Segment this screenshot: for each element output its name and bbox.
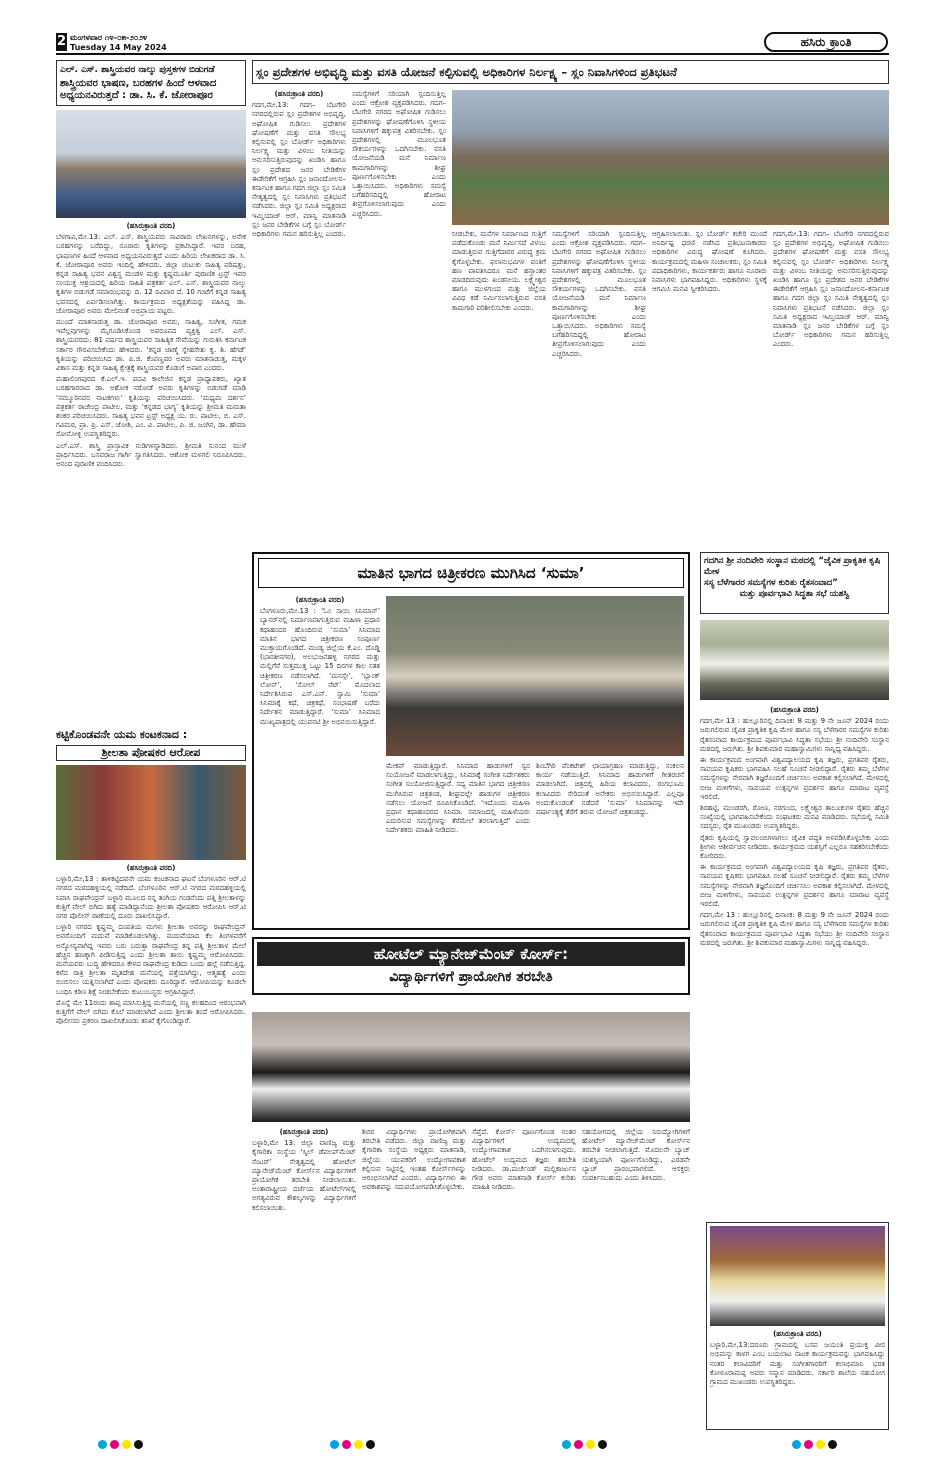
top-story-para-2: ಸಮಸ್ಯೆಗಳಿಗೆ ಸರಿಯಾಗಿ ಸ್ಪಂದಿಸುತ್ತಿಲ್ಲ ಎಂದು ಆಕ್ರೋಶ ವ್ಯಕ್ತಪಡಿಸಿದರು. ಗದಗ–ಬೆಟಗೇರಿ ನಗರದ ಅಘೋಷಿತ ಗುಡಿಸಲು ಪ್ರದೇಶಗಳನ್ನು ಘೋಷಣೆಗೊಳಿಸಿ ಸ್ಥಳೀಯ ನಿವಾಸಿಗಳಿಗೆ ಹಕ್ಕುಪತ್ರ ವಿತರಿಸಬೇಕು. ಸ್ಲಂ ಪ್ರದೇಶಗಳಲ್ಲಿ ಮೂಲಭೂತ ಸೌಕರ್ಯಗಳನ್ನು ಒದಗಿಸಬೇಕು. ವಸತಿ ಯೋಜನೆಯಡಿ ಮನೆ ನಿರ್ಮಾಣ ಕಾಮಗಾರಿಗಳನ್ನು ಶೀಘ್ರ ಪೂರ್ಣಗೊಳಿಸಬೇಕು ಎಂದು ಒತ್ತಾಯಿಸಿದರು. ಅಧಿಕಾರಿಗಳು ಸಮಸ್ಯೆ ಬಗೆಹರಿಸದಿದ್ದಲ್ಲಿ ಹೋರಾಟ ತೀವ್ರಗೊಳಿಸಲಾಗುವುದು ಎಂದು ಎಚ್ಚರಿಸಿದರು. xyxy=(352,90,446,218)
gadag-meeting-photo xyxy=(700,620,889,700)
top-story-para-3: ನೀಡಬೇಕು, ಮನೆಗಳ ನಿರ್ಮಾಣದ ಗುತ್ತಿಗೆ ಪಡೆದುಕೊಂಡು ಮನೆ ನಿರ್ಮಿಸದೆ ವಿಳಂಬ ಮಾಡುತ್ತಿರುವ ಗುತ್ತಿಗೆದಾರರ ವಿರುದ್ಧ ಕ್ರಮ ಕೈಗೊಳ್ಳಬೇಕು. ಫಲಾನುಭವಿಗಳ ವಂತಿಗೆ ಹಣ ಪಾವತಿಸಿದರೂ ಮನೆ ಹಸ್ತಾಂತರ ಮಾಡದಿರುವುದು ಖಂಡನೀಯ. ಲಕ್ಷ್ಮೇಶ್ವರ ಹಾಗೂ ಮುಳಗುಂದ ಮತ್ತು ಜಿಲ್ಲೆಯ ವಿವಿಧ ಕಡೆ ನಿರ್ಮಿಸಲಾಗುತ್ತಿರುವ ವಸತಿ ಕಾಮಗಾರಿ ಪರಿಶೀಲಿಸಬೇಕು ಎಂದರು. xyxy=(452,230,546,312)
top-story-dateline: (ಹಸಿರುಕ್ರಾಂತಿ ವರದಿ) xyxy=(274,90,324,98)
suma-col-3 xyxy=(536,762,684,926)
top-story-col-5 xyxy=(773,230,889,545)
murder-para-1: ಬಳ್ಳಾರಿ,ಮೇ,13 : ತಾಳಿಕಟ್ಟಿದವನೇ ಯಮ ಕಂಟಕನಾದ ಘಟನೆ ಬೆಂಗಳೂರಿನ ಆರ್.ಟಿ ನಗರದ ಮಠದಹಳ್ಳಿಯಲ್ಲಿ ನಡೆದಿದೆ. ಬೆಂಗಳೂರಿನ ಆರ್.ಟಿ ನಗರದ ಮಠದಹಳ್ಳಿಯಲ್ಲಿ ನಿವಾಸಿ ರಾಘವೇಂದ್ರನ್ ಬಳ್ಳಾರಿ ಮೂಲದ ನನ್ನ ತಂಗಿಯ ಗಂಡನೆಂದು ಪತ್ನಿ ಶ್ರೀಲತಾಳನ್ನು ಕುತ್ತಿಗೆ ವೇಲ್ ಬಿಗಿದು ಹತ್ಯೆ ಮಾಡಿದ್ದಾನೆಂದು ಶ್ರೀಲತಾ ಪೋಷಕರು ಆರೋಪಿಸಿ ಆರ್.ಟಿ ನಗರ ಪೊಲೀಸ್ ಠಾಣೆಯಲ್ಲಿ ದೂರು ದಾಖಲಿಸಿದ್ದಾರೆ. xyxy=(56,875,246,921)
gadag-para-4: ರೈತರು ಕೃಷಿಯಲ್ಲಿ ಸ್ವಾವಲಂಬಿಗಳಾಗಲು ಜೈವಿಕ ಪದ್ಧತಿ ಅಳವಡಿಸಿಕೊಳ್ಳಬೇಕು ಎಂದು ಶ್ರೀಗಳು ಆಶೀರ್ವಚನ ನೀಡಿದರು. ಕಾರ್ಯಕ್ರಮದ ಯಶಸ್ಸಿಗೆ ಎಲ್ಲರೂ ಸಹಕರಿಸಬೇಕೆಂದು ಕೋರಿದರು. xyxy=(700,833,889,861)
book-release-subhead: ಶಾಸ್ತ್ರಿಯವರ ಭಾಷಣ, ಬರಹಗಳ ಹಿಂದೆ ಆಳವಾದ xyxy=(60,78,217,89)
hotel-para-2: ಶಿಬಿರ ವಿದ್ಯಾರ್ಥಿಗಳು ಪ್ರಾಯೋಗಿಕವಾಗಿ ತರಬೇತಿ ಪಡೆದರು. ಜಿಲ್ಲಾ ವಾಣಿಜ್ಯ ಮತ್ತು ಕೈಗಾರಿಕಾ ಸಂಸ್ಥೆಯ ಅಧ್ಯಕ್ಷರು ಮಾತನಾಡಿ, ಜಿಲ್ಲೆಯ ಯುವಕರಿಗೆ ಉದ್ಯೋಗಾವಕಾಶ ಕಲ್ಪಿಸುವ ನಿಟ್ಟಿನಲ್ಲಿ ಇಂತಹ ಕೋರ್ಸ್‌ಗಳನ್ನು ಆರಂಭಿಸಲಾಗಿದೆ ಎಂದರು. ವಿದ್ಯಾರ್ಥಿಗಳು ಈ ಅವಕಾಶವನ್ನು ಸದುಪಯೋಗಪಡಿಸಿಕೊಳ್ಳಬೇಕು. xyxy=(362,1128,466,1192)
suma-para-3: ಶಿಂಬೆಗಿರಿ ವೆಂಕಟೇಶ್ ಛಾಯಾಗ್ರಹಣ ಮಾಡುತ್ತಿದ್ದು, ಸಂಕಲನ ಕಾರ್ಯ ನಡೆಯುತ್ತಿದೆ. ಸಿನಿಮಾದ ಹಾಡುಗಳಿಗೆ ಗೀತರಚನೆ ಮಾಡಲಾಗಿದೆ. ಚಿತ್ರದಲ್ಲಿ ಹಿರಿಯ ಕಲಾವಿದರು, ರಂಗಭೂಮಿ ಕಲಾವಿದರು ಸೇರಿದಂತೆ ಅನೇಕರು ಅಭಿನಯಿಸಿದ್ದಾರೆ. ಎಲ್ಲವೂ ಅಂದುಕೊಂಡಂತೆ ನಡೆದರೆ ‘ಸುಮಾ’ ಸಿನಿಮಾವನ್ನು ಇದೇ ವರ್ಷಾಂತ್ಯಕ್ಕೆ ತೆರೆಗೆ ತರುವ ಯೋಜನೆ ಚಿತ್ರತಂಡದ್ದು. xyxy=(536,762,684,817)
magenta-dot xyxy=(574,1440,583,1449)
hotel-students-photo xyxy=(252,1012,690,1122)
magenta-dot xyxy=(804,1440,813,1449)
gadag-headline-1: ಗದಗಿನ ಶ್ರೀ ನಂದಿವೇರಿ ಸಂಸ್ಥಾನ ಮಠದಲ್ಲಿ “ಜೈವಿಕ ಪ್ರಾಕೃತಿಕ ಕೃಷಿ ಮೇಳ xyxy=(704,556,881,577)
bayalata-photo xyxy=(710,1226,885,1326)
hotel-headline-box xyxy=(252,937,690,995)
book-release-subhead-2: ಅಧ್ಯಯನವಿರುತ್ತದೆ : ಡಾ. ಸಿ. ಕೆ. ಜೋರಾಪೂರ xyxy=(60,90,213,101)
cyan-dot xyxy=(98,1440,107,1449)
registration-marks-1 xyxy=(98,1440,143,1449)
murder-headline xyxy=(56,728,246,761)
top-story-col-1 xyxy=(252,90,346,545)
gadag-para-6: ಗದಗ,ಮೇ 13 : ಹುಲ್ಲೂರಿನಲ್ಲಿ ದಿನಾಂಕ: 8 ಮತ್ತು 9 ನೇ ಜೂನ್ 2024 ರಂದು ಜರುಗಲಿರುವ ಜೈವಿಕ ಪ್ರಾಕೃತಿಕ ಕೃಷಿ ಮೇಳ ಹಾಗೂ ಸಸ್ಯ ಬೆಳೆಗಾರರ ಸಮಸ್ಯೆಗಳ ಕುರಿತು ರೈತಸಂವಾದ ಕಾರ್ಯಕ್ರಮದ ಪೂರ್ವಭಾವಿ ಸಿದ್ಧತಾ ಸಭೆಯು ಶ್ರೀ ನಂದಿವೇರಿ ಸಂಸ್ಥಾನ ಮಠದಲ್ಲಿ ಜರುಗಿತು. ಶ್ರೀ ಶಿವಕುಮಾರ ಮಹಾಸ್ವಾಮಿಗಳು ಸಾನ್ನಿಧ್ಯ ವಹಿಸಿದ್ದರು. xyxy=(700,911,889,947)
murder-para-3: ಮೊನ್ನೆ ಮೇ 11ರಂದು ಶಾಪ್ಪ ಮಾಸಿಸುತ್ತಿದ್ದ ಮನೆಯಲ್ಲಿ ಸಣ್ಣ ಕಲಹದಿಂದ ಆರಂಭವಾಗಿ ಕುತ್ತಿಗೆಗೆ ವೇಲ್ ಬಿಗಿದು ಕೊಲೆ ಮಾಡಲಾಗಿದೆ ಎಂದು ಶ್ರೀಲತಾ ತಂದೆ ಆರೋಪಿಸಿದರು. ಪೊಲೀಸರು ಪ್ರಕರಣ ದಾಖಲಿಸಿಕೊಂಡು ತನಿಖೆ ಕೈಗೊಂಡಿದ್ದಾರೆ. xyxy=(56,998,246,1026)
hotel-headline-1: ಹೋಟೆಲ್ ಮ್ಯಾನೇಜ್‌ಮೆಂಟ್ ಕೋರ್ಸ್: xyxy=(257,942,685,966)
bayalata-dateline: (ಹಸಿರುಕ್ರಾಂತಿ ವರದಿ) xyxy=(773,1330,822,1338)
top-story-para-5: ಗದಗ,ಮೇ.13: ಗದಗ– ಬೆಟಗೇರಿ ನಗರದಲ್ಲಿರುವ ಸ್ಲಂ ಪ್ರದೇಶಗಳ ಅಭಿವೃದ್ಧಿ, ಅಘೋಷಿತ ಗುಡಿಸಲು ಪ್ರದೇಶಗಳ ಘೋಷಣೆಗೆ ಮತ್ತು ವಸತಿ ಸೌಲಭ್ಯ ಕಲ್ಪಿಸುವಲ್ಲಿ ಸ್ಲಂ ಬೋರ್ಡ್ ಅಧಿಕಾರಿಗಳು ನಿರ್ಲಕ್ಷ್ಯ ಮತ್ತು ವಿಳಂಬ ನೀತಿಯನ್ನು ಅನುಸರಿಸುತ್ತಿರುವುದನ್ನು ಖಂಡಿಸಿ ಹಾಗೂ ಸ್ಲಂ ಪ್ರದೇಶದ ಜನರ ಬೇಡಿಕೆಗಳ ಈಡೇರಿಕೆಗೆ ಆಗ್ರಹಿಸಿ ಸ್ಲಂ ಜನಾಂದೋಲನ–ಕರ್ನಾಟಕ ಹಾಗೂ ಗದಗ ಜಿಲ್ಲಾ ಸ್ಲಂ ಸಮಿತಿ ನೇತೃತ್ವದಲ್ಲಿ ಸ್ಲಂ ನಿವಾಸಿಗಳು ಪ್ರತಿಭಟನೆ ನಡೆಸಿದರು. ಜಿಲ್ಲಾ ಸ್ಲಂ ಸಮಿತಿ ಅಧ್ಯಕ್ಷರಾದ ಇಮ್ತಿಯಾಜ್ ಆರ್. ಮಾನ್ವಿ ಮಾತನಾಡಿ ಸ್ಲಂ ಜನರ ಬೇಡಿಕೆಗಳ ಬಗ್ಗೆ ಸ್ಲಂ ಬೋರ್ಡ್ ಅಧಿಕಾರಿಗಳು ಗಮನ ಹರಿಸುತ್ತಿಲ್ಲ ಎಂದರು. xyxy=(773,230,889,349)
suma-col-2 xyxy=(386,762,530,926)
top-story-para-1: ಗದಗ,ಮೇ.13: ಗದಗ– ಬೆಟಗೇರಿ ನಗರದಲ್ಲಿರುವ ಸ್ಲಂ ಪ್ರದೇಶಗಳ ಅಭಿವೃದ್ಧಿ, ಅಘೋಷಿತ ಗುಡಿಸಲು ಪ್ರದೇಶಗಳ ಘೋಷಣೆಗೆ ಮತ್ತು ವಸತಿ ಸೌಲಭ್ಯ ಕಲ್ಪಿಸುವಲ್ಲಿ ಸ್ಲಂ ಬೋರ್ಡ್ ಅಧಿಕಾರಿಗಳು ನಿರ್ಲಕ್ಷ್ಯ ಮತ್ತು ವಿಳಂಬ ನೀತಿಯನ್ನು ಅನುಸರಿಸುತ್ತಿರುವುದನ್ನು ಖಂಡಿಸಿ ಹಾಗೂ ಸ್ಲಂ ಪ್ರದೇಶದ ಜನರ ಬೇಡಿಕೆಗಳ ಈಡೇರಿಕೆಗೆ ಆಗ್ರಹಿಸಿ ಸ್ಲಂ ಜನಾಂದೋಲನ–ಕರ್ನಾಟಕ ಹಾಗೂ ಗದಗ ಜಿಲ್ಲಾ ಸ್ಲಂ ಸಮಿತಿ ನೇತೃತ್ವದಲ್ಲಿ ಸ್ಲಂ ನಿವಾಸಿಗಳು ಪ್ರತಿಭಟನೆ ನಡೆಸಿದರು. ಜಿಲ್ಲಾ ಸ್ಲಂ ಸಮಿತಿ ಅಧ್ಯಕ್ಷರಾದ ಇಮ್ತಿಯಾಜ್ ಆರ್. ಮಾನ್ವಿ ಮಾತನಾಡಿ ಸ್ಲಂ ಜನರ ಬೇಡಿಕೆಗಳ ಬಗ್ಗೆ ಸ್ಲಂ ಬೋರ್ಡ್ ಅಧಿಕಾರಿಗಳು ಗಮನ ಹರಿಸುತ್ತಿಲ್ಲ ಎಂದರು. xyxy=(252,101,346,239)
hotel-headline-2: ವಿದ್ಯಾರ್ಥಿಗಳಿಗೆ ಪ್ರಾಯೋಗಿಕ ತರಬೇತಿ xyxy=(389,969,553,985)
suma-col-1 xyxy=(260,596,380,926)
book-release-para-3: ಮಹಾಲಿಂಗಪುರದ ಕೆ.ಎಲ್.ಇ. ಪದವಿ ಕಾಲೇಜಿನ ಕನ್ನಡ ಪ್ರಾಧ್ಯಾಪಕರು, ಖ್ಯಾತ ಬರಹಗಾರರಾದ ಡಾ. ಅಶೋಕ ನರೋಡೆ ಅವರು ಕೃತಿಗಳನ್ನು ಬಿಡುಗಡೆ ಮಾಡಿ ‘ನಮ್ಮೂರಿನವರ ನಾಟಕಗಳು’ ಕೃತಿಯನ್ನು ಪರಿಚಯಿಸಿದರು. ‘ಮಧ್ಯಮ ದರ್ಶನ’ ಪತ್ರಕರ್ತ ರಾಜೇಂದ್ರ ಪಾಟೀಲ, ಮತ್ತು ‘ಕನ್ನಡದ ಭಾಗ್ಯ’ ಕೃತಿಯನ್ನು ಶ್ರೀಮತಿ ಮಮತಾ ಶಂಕರ ಪರಿಚಯಿಸಿದರು. ಸಾಹಿತ್ಯ ಭವನ ಟ್ರಸ್ಟ್ ಅಧ್ಯಕ್ಷ ಯ. ರು. ಪಾಟೀಲ, ಬಿ. ಎಸ್. ಗವಿಮಠ, ಪ್ರಾ. ಪ್ರಿ. ಎಸ್. ಜೋಶಿ, ಎಂ. ವಿ. ಪಾಟೀಲ, ಪಿ. ಜಿ. ಜಂಗಿನ, ಡಾ. ಹೇಮಾ ಸೋನೋಳ್ಳಿ ಉಪಸ್ಥಿತರಿದ್ದರು. xyxy=(56,375,246,439)
suma-team-photo xyxy=(386,596,684,756)
hotel-col-2 xyxy=(362,1128,466,1428)
hotel-para-3: ಸೆಪ್ತೆದೆ. ಕೋರ್ಸ್ ಪೂರ್ಣಗೊಂಡ ನಂತರ ವಿದ್ಯಾರ್ಥಿಗಳಿಗೆ ಉದ್ಯಮದಲ್ಲಿ ಉದ್ಯೋಗಾವಕಾಶ ಒದಗಿಸಲಾಗುವುದು. ಹೋಟೆಲ್ ಉದ್ಯಮದ ತಜ್ಞರು ತರಬೇತಿ ನೀಡಿದರು. ಡಾ.ಮರ್ಚೆಂಡ್ ಮಲ್ಲಿಕಾರ್ಜುನ ಗೌಡ ಅವರು ಮಾತನಾಡಿ ಕೋರ್ಸ್ ಕುರಿತು ಮಾಹಿತಿ ನೀಡಿದರು. xyxy=(472,1128,576,1192)
book-release-headline-box xyxy=(56,60,246,106)
header-dates xyxy=(70,34,167,52)
page-number: 2 xyxy=(56,34,67,49)
top-story-col-3 xyxy=(452,230,546,545)
top-story-headline: ಸ್ಲಂ ಪ್ರದೇಶಗಳ ಅಭಿವೃದ್ಧಿ ಮತ್ತು ವಸತಿ ಯೋಜನೆ ಕಲ್ಪಿಸುವಲ್ಲಿ ಅಧಿಕಾರಿಗಳ ನಿರ್ಲಕ್ಷ್ಯ – ಸ್ಲಂ ನಿವಾಸಿಗಳಿಂದ ಪ್ರತಿಭಟನೆ xyxy=(252,60,889,84)
top-story-para-3b: ಸಮಸ್ಯೆಗಳಿಗೆ ಸರಿಯಾಗಿ ಸ್ಪಂದಿಸುತ್ತಿಲ್ಲ ಎಂದು ಆಕ್ರೋಶ ವ್ಯಕ್ತಪಡಿಸಿದರು. ಗದಗ–ಬೆಟಗೇರಿ ನಗರದ ಅಘೋಷಿತ ಗುಡಿಸಲು ಪ್ರದೇಶಗಳನ್ನು ಘೋಷಣೆಗೊಳಿಸಿ ಸ್ಥಳೀಯ ನಿವಾಸಿಗಳಿಗೆ ಹಕ್ಕುಪತ್ರ ವಿತರಿಸಬೇಕು. ಸ್ಲಂ ಪ್ರದೇಶಗಳಲ್ಲಿ ಮೂಲಭೂತ ಸೌಕರ್ಯಗಳನ್ನು ಒದಗಿಸಬೇಕು. ವಸತಿ ಯೋಜನೆಯಡಿ ಮನೆ ನಿರ್ಮಾಣ ಕಾಮಗಾರಿಗಳನ್ನು ಶೀಘ್ರ ಪೂರ್ಣಗೊಳಿಸಬೇಕು ಎಂದು ಒತ್ತಾಯಿಸಿದರು. ಅಧಿಕಾರಿಗಳು ಸಮಸ್ಯೆ ಬಗೆಹರಿಸದಿದ್ದಲ್ಲಿ ಹೋರಾಟ ತೀವ್ರಗೊಳಿಸಲಾಗುವುದು ಎಂದು ಎಚ್ಚರಿಸಿದರು. xyxy=(552,230,646,358)
cyan-dot xyxy=(330,1440,339,1449)
registration-marks-3 xyxy=(562,1440,607,1449)
yellow-dot xyxy=(816,1440,825,1449)
registration-marks-2 xyxy=(330,1440,375,1449)
black-dot xyxy=(134,1440,143,1449)
murder-para-2: ಬಳ್ಳಾರಿ ನಗರದ ಕೃಷ್ಣಮ್ಮ ದಂಪತಿಯ ಮಗಳು ಶ್ರೀಲತಾ ಅವರನ್ನು ರಾಘವೇಂದ್ರನ್ ಅವರೊಂದಿಗೆ ಮದುವೆ ಮಾಡಿಕೊಡಲಾಗಿತ್ತು. ಮದುವೆಯಾದ ಕೆಲ ತಿಂಗಳವರೆಗೆ ಅನ್ಯೋನ್ಯವಾಗಿದ್ದ ಇವರು ಬರು ಬರುತ್ತಾ ರಾಘವೇಂದ್ರ ತನ್ನ ಪತ್ನಿ ಶ್ರೀಲತಾಳ ಮೇಲೆ ಹೆಚ್ಚಿನ ಹಣಕ್ಕಾಗಿ ಪೀಡಿಸುತ್ತಿದ್ದ ಎಂದು ಶ್ರೀಲತಾ ತಾಯಿ ಕೃಷ್ಣಮ್ಮ ಆರೋಪಿಸಿದರು. ಮನೆಯವರು ಬುದ್ಧಿ ಹೇಳಿದರೂ ಕೇಳದ ರಾಘವೇಂದ್ರ ಕುಡಿದು ಬಂದು ಹಲ್ಲೆ ನಡೆಸುತ್ತಿದ್ದ. ಕಳೆದ ರಾತ್ರಿ ಶ್ರೀಲತಾ ಮೃತದೇಹ ಮನೆಯಲ್ಲಿ ಪತ್ತೆಯಾಗಿದ್ದು, ಆತ್ಮಹತ್ಯೆ ಎಂದು ಬಿಂಬಿಸಲು ಯತ್ನಿಸಲಾಗಿದೆ ಎಂದು ಪೋಷಕರು ದೂರಿದ್ದಾರೆ. ಆರೋಪಿಯನ್ನು ಕೂಡಲೇ ಬಂಧಿಸಿ ಕಠಿಣ ಶಿಕ್ಷೆ ನೀಡಬೇಕೆಂದು ಕುಟುಂಬಸ್ಥರು ಆಗ್ರಹಿಸಿದ್ದಾರೆ. xyxy=(56,923,246,996)
gadag-para-1: ಗದಗ,ಮೇ 13 : ಹುಲ್ಲೂರಿನಲ್ಲಿ ದಿನಾಂಕ: 8 ಮತ್ತು 9 ನೇ ಜೂನ್ 2024 ರಂದು ಜರುಗಲಿರುವ ಜೈವಿಕ ಪ್ರಾಕೃತಿಕ ಕೃಷಿ ಮೇಳ ಹಾಗೂ ಸಸ್ಯ ಬೆಳೆಗಾರರ ಸಮಸ್ಯೆಗಳ ಕುರಿತು ರೈತಸಂವಾದ ಕಾರ್ಯಕ್ರಮದ ಪೂರ್ವಭಾವಿ ಸಿದ್ಧತಾ ಸಭೆಯು ಶ್ರೀ ನಂದಿವೇರಿ ಸಂಸ್ಥಾನ ಮಠದಲ್ಲಿ ಜರುಗಿತು. ಶ್ರೀ ಶಿವಕುಮಾರ ಮಹಾಸ್ವಾಮಿಗಳು ಸಾನ್ನಿಧ್ಯ ವಹಿಸಿದ್ದರು. xyxy=(700,717,889,753)
book-release-photo xyxy=(56,110,246,218)
gadag-headline-2: ಸಸ್ಯ ಬೆಳೆಗಾರರ ಸಮಸ್ಯೆಗಳ ಕುರಿತು ರೈತಸಂವಾದ” xyxy=(704,578,838,588)
hotel-dateline: (ಹಸಿರುಕ್ರಾಂತಿ ವರದಿ) xyxy=(279,1128,329,1136)
black-dot xyxy=(828,1440,837,1449)
hotel-para-4: ಸಹಯೋಗದಲ್ಲಿ ಜಿಲ್ಲೆಯ ನಿರುದ್ಯೋಗಿಗಳಿಗೆ ಹೋಟೆಲ್ ಮ್ಯಾನೇಜ್‌ಮೆಂಟ್ ಕೋರ್ಸ್‌ನ ತರಬೇತಿ ನೀಡಲಾಗುತ್ತಿದೆ. ಮೊದಲನೇ ಬ್ಯಾಚ್ ಯಶಸ್ವಿಯಾಗಿ ಪೂರ್ಣಗೊಂಡಿದ್ದು, ಎರಡನೇ ಬ್ಯಾಚ್ ಪ್ರಾರಂಭವಾಗಲಿದೆ. ಆಸಕ್ತರು ಸಂಪರ್ಕಿಸಬಹುದು ಎಂದು ತಿಳಿಸಿದರು. xyxy=(582,1128,690,1183)
left-column xyxy=(56,60,246,1430)
book-release-para-4: ಎಲ್.ಎಸ್. ಶಾಸ್ತ್ರಿ ಪ್ರಾಸ್ತಾವಿಕ ನುಡಿಗಳನ್ನಾಡಿದರು. ಶ್ರೀಮತಿ ಸುನಂದ ಮುಳೆ ಪ್ರಾರ್ಥಿಸಿದರು. ಬಸವರಾಜ ಗಾರ್ಗಿ ಸ್ವಾಗತಿಸಿದರು. ಆಶೋಕ ಮಳಗಲಿ ನಿರೂಪಿಸಿದರು. ಆನಂದ ಪುರಾಣಿಕ ವಂದಿಸಿದರು. xyxy=(56,441,246,469)
yellow-dot xyxy=(354,1440,363,1449)
gadag-headline-3: ಮತ್ತು ಪೂರ್ವಭಾವಿ ಸಿದ್ಧತಾ ಸಭೆ ಯಶಸ್ವಿ xyxy=(739,589,850,599)
bayalata-article xyxy=(710,1330,885,1426)
masthead: ಹಸಿರು ಕ್ರಾಂತಿ xyxy=(764,32,888,52)
suma-story-box xyxy=(252,552,690,930)
yellow-dot xyxy=(122,1440,131,1449)
date-english: Tuesday 14 May 2024 xyxy=(70,43,167,52)
book-release-article xyxy=(56,222,246,722)
gadag-para-2: ಈ ಕಾರ್ಯಕ್ರಮದ ಅಂಗವಾಗಿ ವಿಶ್ವವಿದ್ಯಾಲಯದ ಕೃಷಿ ತಜ್ಞರು, ಪ್ರಗತಿಪರ ರೈತರು, ಸಾವಯವ ಕೃಷಿಕರು ಭಾಗವಹಿಸಿ ಸಲಹೆ ಸೂಚನೆ ನೀಡಲಿದ್ದಾರೆ. ರೈತರು ತಮ್ಮ ಬೆಳೆಗಳ ಸಮಸ್ಯೆಗಳನ್ನು ನೇರವಾಗಿ ತಜ್ಞರೊಂದಿಗೆ ಚರ್ಚಿಸಲು ಅವಕಾಶ ಕಲ್ಪಿಸಲಾಗಿದೆ. ಮೇಳದಲ್ಲಿ ಬೀಜ ಮಳಿಗೆಗಳು, ಸಾವಯವ ಉತ್ಪನ್ನಗಳ ಪ್ರದರ್ಶನ ಹಾಗೂ ಮಾರಾಟ ವ್ಯವಸ್ಥೆ ಇರಲಿದೆ. xyxy=(700,756,889,801)
book-release-headline: ಎಲ್. ಎಸ್. ಶಾಸ್ತ್ರಿಯವರ ನಾಲ್ಕು ಪುಸ್ತಕಗಳ ಬಿಡುಗಡೆ xyxy=(60,65,215,75)
hotel-col-1 xyxy=(252,1128,356,1428)
suma-dateline: (ಹಸಿರುಕ್ರಾಂತಿ ವರದಿ) xyxy=(295,596,345,604)
gadag-article xyxy=(700,706,889,1206)
book-release-para-2: ಮುಂದೆ ಮಾತನಾಡುತ್ತ ಡಾ. ಜೋರಾಪೂರ ಅವರು, ಸಾಹಿತ್ಯ, ಸಂಗೀತ, ಗಮಕ ಇವೆಲ್ಲವುಗಳನ್ನು ಮೈಗೂಡಿಸಿಕೊಂಡ ಅಪರೂಪದ ವ್ಯಕ್ತಿತ್ವ ಎಲ್. ಎಸ್. ಶಾಸ್ತ್ರಿಯವರದು. 81 ವರ್ಷದ ಶಾಸ್ತ್ರಿಯವರ ಸಾಹಿತ್ಯಿಕ ಸೇವೆಯನ್ನು ಗುರುತಿಸಿ ಕರ್ನಾಟಕ ಸರ್ಕಾರ ಗೌರವಿಸಬೇಕೆಂದು ಹೇಳಿದರು. ‘ಕನ್ನಡ ಜಾಣ್ಮೆ ಸ್ನೇಹಸೇತು ಕೃ. ಶಿ. ಹೆಗಡೆ’ ಕೃತಿಯನ್ನು ಪರಿಚಯಿಸಿದ ಡಾ. ಪಿ.ಜಿ. ಕೆಂಪಣ್ಣವರ ಅವರು ಮಾತನಾಡುತ್ತ, ಮಕ್ಕಳ ವಿಕಾಸ ಮತ್ತು ಕನ್ನಡ ಸಾಹಿತ್ಯ ಕ್ಷೇತ್ರಕ್ಕೆ ಶಾಸ್ತ್ರಿಯವರ ಕೊಡುಗೆ ಅಪಾರ ಎಂದರು. xyxy=(56,318,246,373)
gadag-headline-box xyxy=(700,552,889,614)
cyan-dot xyxy=(562,1440,571,1449)
yellow-dot xyxy=(586,1440,595,1449)
date-kannada: ಮಂಗಳವಾರ ೧೪-೦೫-೨೦೨೪ xyxy=(70,33,148,42)
suma-para-2: ಮೇಕಪ್ ಮಾಡುತ್ತಿದ್ದಾರೆ. ಸಿನಿಮಾದ ಹಾಡುಗಳಿಗೆ ಸ್ವರ ಸಂಯೋಜನೆ ಮಾಡಲಾಗುತ್ತಿದ್ದು, ಸಿನಿಮಾಕ್ಕೆ ಸಂಗೀತ ನಿರ್ದೇಶಕರು ಸಂಗೀತ ಸಂಯೋಜಿಸುತ್ತಿದ್ದಾರೆ. ಸದ್ಯ ಮಾತಿನ ಭಾಗದ ಚಿತ್ರೀಕರಣ ಮುಗಿಸಿರುವ ಚಿತ್ರತಂಡ, ಶೀಘ್ರದಲ್ಲೇ ಹಾಡುಗಳ ಚಿತ್ರೀಕರಣ ನಡೆಸಲು ಯೋಜನೆ ರೂಪಿಸಿಕೊಂಡಿದೆ. ‘ಇದೊಂದು ಮಹಿಳಾ ಪ್ರಧಾನ ಕಥಾಹಂದರದ ಸಿನಿಮಾ. ಸಮಾಜದಲ್ಲಿ ಮಹಿಳೆಯರು ಎದುರಿಸುವ ಸಮಸ್ಯೆಗಳನ್ನು ತೆರೆಮೇಲೆ ತರಲಾಗುತ್ತಿದೆ’ ಎಂದು ನಿರ್ದೇಶಕರು ಮಾಹಿತಿ ನೀಡಿದರು. xyxy=(386,762,530,835)
bayalata-box xyxy=(706,1222,889,1430)
murder-story-photo xyxy=(56,765,246,860)
black-dot xyxy=(366,1440,375,1449)
top-story-col-2 xyxy=(352,90,446,545)
top-story-para-4: ಆಗ್ರಹಿಸಲಾಯಿತು. ಸ್ಲಂ ಬೋರ್ಡ್ ಕಚೇರಿ ಮುಂದೆ ಅನಿರ್ದಿಷ್ಟ ಧರಣಿ ನಡೆಸಿದ ಪ್ರತಿಭಟನಾಕಾರರು ಅಧಿಕಾರಿಗಳ ವಿರುದ್ಧ ಘೋಷಣೆ ಕೂಗಿದರು. ಕಾರ್ಯಕ್ರಮದಲ್ಲಿ ಮಹಿಳಾ ಸಂಚಾಲಕರು, ಸ್ಲಂ ಸಮಿತಿ ಪದಾಧಿಕಾರಿಗಳು, ಕಾರ್ಯಕರ್ತರು ಹಾಗೂ ನೂರಾರು ನಿವಾಸಿಗಳು ಭಾಗವಹಿಸಿದ್ದರು. ಅಧಿಕಾರಿಗಳು ಸ್ಥಳಕ್ಕೆ ಆಗಮಿಸಿ ಮನವಿ ಸ್ವೀಕರಿಸಿದರು. xyxy=(652,230,767,294)
murder-headline-2: ಶ್ರೀಲತಾ ಪೋಷಕರ ಆರೋಪ xyxy=(56,745,246,761)
suma-headline: ಮಾತಿನ ಭಾಗದ ಚಿತ್ರೀಕರಣ ಮುಗಿಸಿದ ‘ಸುಮಾ’ xyxy=(258,558,684,588)
black-dot xyxy=(598,1440,607,1449)
protest-photo xyxy=(452,90,889,225)
top-story-col-3b xyxy=(552,230,646,545)
murder-dateline: (ಹಸಿರುಕ್ರಾಂತಿ ವರದಿ) xyxy=(126,864,176,872)
gadag-dateline: (ಹಸಿರುಕ್ರಾಂತಿ ವರದಿ) xyxy=(770,706,819,714)
magenta-dot xyxy=(342,1440,351,1449)
registration-marks-4 xyxy=(792,1440,837,1449)
murder-article xyxy=(56,864,246,1364)
gadag-para-5: ಈ ಕಾರ್ಯಕ್ರಮದ ಅಂಗವಾಗಿ ವಿಶ್ವವಿದ್ಯಾಲಯದ ಕೃಷಿ ತಜ್ಞರು, ಪ್ರಗತಿಪರ ರೈತರು, ಸಾವಯವ ಕೃಷಿಕರು ಭಾಗವಹಿಸಿ ಸಲಹೆ ಸೂಚನೆ ನೀಡಲಿದ್ದಾರೆ. ರೈತರು ತಮ್ಮ ಬೆಳೆಗಳ ಸಮಸ್ಯೆಗಳನ್ನು ನೇರವಾಗಿ ತಜ್ಞರೊಂದಿಗೆ ಚರ್ಚಿಸಲು ಅವಕಾಶ ಕಲ್ಪಿಸಲಾಗಿದೆ. ಮೇಳದಲ್ಲಿ ಬೀಜ ಮಳಿಗೆಗಳು, ಸಾವಯವ ಉತ್ಪನ್ನಗಳ ಪ್ರದರ್ಶನ ಹಾಗೂ ಮಾರಾಟ ವ್ಯವಸ್ಥೆ ಇರಲಿದೆ. xyxy=(700,863,889,909)
bayalata-para: ಬಳ್ಳಾರಿ,ಮೇ,13:ದರೂರು ಗ್ರಾಮದಲ್ಲಿ ಬಸವ ಜಯಂತಿ ಪ್ರಯುಕ್ತ ವೀರ ಅಭಿಮನ್ಯು ಕಾಳಗ ಎಂಬ ಬಯಲಾಟ ನಾಟಕ ಕಾರ್ಯಕ್ರಮವನ್ನು ಭಾಗವಹಿಸಿದ್ದು ನಂತರ ಕಲಾವಿದರಿಗೆ ಮತ್ತು ಸಂಗೀತಗಾರರಿಗೆ ಕಲಾಭಿಮಾನಿ ಭರತ ಕೋಳೂರಾಮಪ್ಪ ಅವರು ಸನ್ಮಾನ ಮಾಡಿದರು. ಸರ್ಕಾರಿ ಶಾಲೆಯ ಸಹಯೋಗ ಗ್ರಾಮದ ಮುಖಂಡರು ಉಪಸ್ಥಿತರಿದ್ದರು. xyxy=(710,1341,885,1387)
suma-para-1: ಬೆಂಗಳೂರು,ಮೇ.13 : ‘ಓಂ ಸಾಯಿ ಸಿನಿಮಾಸ್’ ಬ್ಯಾನರ್‌ನಲ್ಲಿ ನಿರ್ಮಾಣವಾಗುತ್ತಿರುವ ಮಹಿಳಾ ಪ್ರಧಾನ ಕಥಾಹಂದರ ಹೊಂದಿರುವ ‘ಸುಮಾ’ ಸಿನಿಮಾದ ಮಾತಿನ ಭಾಗದ ಚಿತ್ರೀಕರಣ ಸಂಪೂರ್ಣ ಮುಕ್ತಾಯಗೊಂಡಿದೆ. ಮಂಡ್ಯ ಜಿಲ್ಲೆಯ ಕೆ.ಎಂ. ದೊಡ್ಡಿ (ಭಾರತೀನಗರ), ಅಲಭುಜನಹಳ್ಳಿ ನಗರದ ಮತ್ತು ಮಲ್ಲಿಗೆರೆ ಸುತ್ತಮುತ್ತ ಒಟ್ಟು 15 ದಿನಗಳ ಕಾಲ ಸತತ ಚಿತ್ರೀಕರಣ ನಡೆಸಲಾಗಿದೆ. ‘ಮನಸ್ಸೇ’, ‘ಬ್ಲಾಂಕ್ ಲೋನ್’, ‘ಸೋಲ್ ನೆಟ್’ ಮೊದಲಾದ ನಿರ್ದೇಶಿಸಿರುವ ಎಸ್.ಎನ್. ಸ್ವಾಮಿ ‘ಸುಮಾ’ ಸಿನಿಮಾಕ್ಕೆ ಕಥೆ, ಚಿತ್ರಕಥೆ, ಸಂಭಾಷಣೆ ಬರೆದು ನಿರ್ದೇಶನ ಮಾಡುತ್ತಿದ್ದಾರೆ. ‘ಸುಮಾ’ ಸಿನಿಮಾದ ಮುಖ್ಯಪಾತ್ರದಲ್ಲಿ ಯುವನಟಿ ಶ್ರೀ ಅಭಿನಯಿಸುತ್ತಿದ್ದಾರೆ. xyxy=(260,607,380,726)
hotel-col-3 xyxy=(472,1128,576,1428)
murder-headline-1: ಕಟ್ಟಿಕೊಂಡವನೇ ಯಮ ಕಂಟಕನಾದ : xyxy=(56,728,188,741)
hotel-col-4 xyxy=(582,1128,690,1428)
book-release-para-1: ಬೆಳಗಾವಿ,ಮೇ.13: ಎಲ್. ಎಸ್. ಶಾಸ್ತ್ರಿಯವರು ಸಾವಿರಾರು ಲೇಖನಗಳನ್ನು, ಅನೇಕ ಬರಹಗಳನ್ನು ಬರೆದಿದ್ದು, ನೂರಾರು ಕೃತಿಗಳನ್ನು ಪ್ರಕಟಿಸಿದ್ದಾರೆ. ಇವರ ಬರಹ, ಭಾಷಣಗಳ ಹಿಂದೆ ಆಳವಾದ ಅಧ್ಯಯನವಿರುತ್ತದೆ ಎಂದು ಹಿರಿಯ ಲೇಖಕರಾದ ಡಾ. ಸಿ. ಕೆ. ಜೋರಾಪೂರ ಅವರು ಇಂದಿಲ್ಲಿ ಹೇಳಿದರು. ಜಿಲ್ಲಾ ಚುಟುಕು ಸಾಹಿತ್ಯ ಪರಿಷತ್ತು, ಕನ್ನಡ ಸಾಹಿತ್ಯ ಭವನ ವಿಶ್ವಸ್ಥ ಮಂಡಳ ಮತ್ತು ಕೃಷ್ಣಮೂರ್ತಿ ಪುರಾಣಿಕ ಟ್ರಸ್ಟ್ ಇವರ ಸಂಯುಕ್ತ ಆಶ್ರಯದಲ್ಲಿ ಹಿರಿಯ ಸಾಹಿತಿ ಪತ್ರಕರ್ತ ಎಲ್. ಎಸ್. ಶಾಸ್ತ್ರಿಯವರ ನಾಲ್ಕು ಕೃತಿಗಳ ಬಿಡುಗಡೆ ಸಮಾರಂಭವನ್ನು ದಿ. 12 ರವಿವಾರ ದೆ. 10 ಗಂಟೆಗೆ ಕನ್ನಡ ಸಾಹಿತ್ಯ ಭವನದಲ್ಲಿ ಏರ್ಪಡಿಸಲಾಗಿತ್ತು. ಕಾರ್ಯಕ್ರಮದ ಅಧ್ಯಕ್ಷತೆಯನ್ನು ವಹಿಸಿದ್ದ ಡಾ. ಜೋರಾಪೂರ ಅವರು ಮೇಲಿನಂತೆ ಅಭಿಪ್ರಾಯ ಪಟ್ಟರು. xyxy=(56,233,246,315)
hotel-para-1: ಬಳ್ಳಾರಿ,ಮೇ 13: ಜಿಲ್ಲಾ ವಾಣಿಜ್ಯ ಮತ್ತು ಕೈಗಾರಿಕಾ ಸಂಸ್ಥೆಯ ‘ಸ್ಕಿಲ್ ಡೆವಲಪ್‌ಮೆಂಟ್ ಸೆಂಟರ್’ ನೇತೃತ್ವದಲ್ಲಿ ಹೋಟೆಲ್ ಮ್ಯಾನೇಜ್‌ಮೆಂಟ್ ಕೋರ್ಸ್‌ನ ವಿದ್ಯಾರ್ಥಿಗಳಿಗೆ ಪ್ರಾಯೋಗಿಕ ತರಬೇತಿ ನೀಡಲಾಯಿತು. ಅಂತಾರಾಷ್ಟ್ರೀಯ ದರ್ಜೆಯ ಹೋಟೆಲ್‌ಗಳಲ್ಲಿ ಅಗತ್ಯವಿರುವ ಕೌಶಲ್ಯಗಳನ್ನು ವಿದ್ಯಾರ್ಥಿಗಳಿಗೆ ಕಲಿಸಲಾಯಿತು. xyxy=(252,1139,356,1212)
top-story-col-4 xyxy=(652,230,767,545)
cyan-dot xyxy=(792,1440,801,1449)
book-release-dateline: (ಹಸಿರುಕ್ರಾಂತಿ ವರದಿ) xyxy=(126,222,176,230)
magenta-dot xyxy=(110,1440,119,1449)
gadag-para-3: ಶಿರಹಟ್ಟಿ, ಮುಂಡರಗಿ, ರೋಣ, ನರಗುಂದ, ಲಕ್ಷ್ಮೇಶ್ವರ ತಾಲೂಕುಗಳ ರೈತರು ಹೆಚ್ಚಿನ ಸಂಖ್ಯೆಯಲ್ಲಿ ಭಾಗವಹಿಸಬೇಕೆಂದು ಸಂಘಟಕರು ಮನವಿ ಮಾಡಿದರು. ಸಭೆಯಲ್ಲಿ ಸಮಿತಿ ಸದಸ್ಯರು, ರೈತ ಮುಖಂಡರು ಉಪಸ್ಥಿತರಿದ್ದರು. xyxy=(700,804,889,831)
header-rule xyxy=(56,53,889,55)
